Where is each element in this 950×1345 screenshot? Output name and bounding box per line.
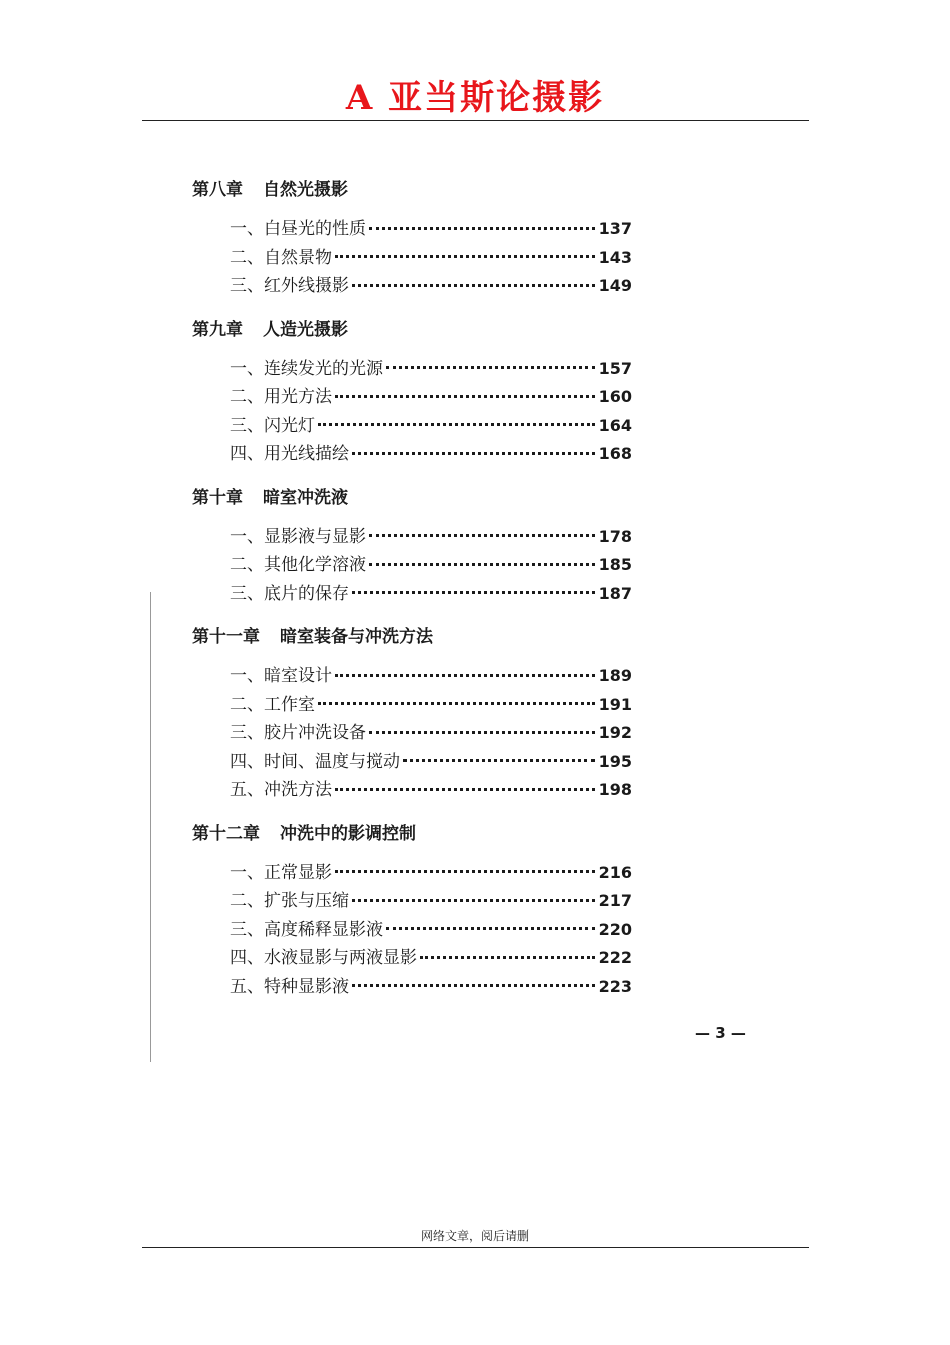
dot-leader (369, 227, 595, 230)
toc-entry[interactable] (192, 944, 632, 973)
entry-label: 一、正常显影 (230, 862, 332, 883)
chapter-10 (192, 483, 632, 609)
toc-entry[interactable] (192, 215, 632, 244)
entry-label: 一、显影液与显影 (230, 526, 366, 547)
chapter-number: 第八章 (192, 180, 243, 200)
entry-label: 五、特种显影液 (230, 976, 349, 997)
dot-leader (403, 759, 595, 762)
dot-leader (352, 284, 595, 287)
entry-page: 185 (598, 555, 632, 574)
entry-page: 189 (598, 666, 632, 685)
toc-entry[interactable] (192, 973, 632, 1002)
dot-leader (352, 591, 595, 594)
toc-entry[interactable] (192, 244, 632, 273)
dot-leader (352, 899, 595, 902)
entry-page: 137 (598, 219, 632, 238)
chapter-name: 人造光摄影 (263, 319, 348, 340)
toc-entry[interactable] (192, 691, 632, 720)
dot-leader (386, 927, 595, 930)
toc-entry[interactable] (192, 719, 632, 748)
entry-label: 三、闪光灯 (230, 415, 315, 436)
chapter-name: 暗室冲洗液 (263, 487, 348, 508)
page-number: — 3 — (695, 1024, 746, 1042)
dot-leader (420, 956, 595, 959)
entry-label: 四、用光线描绘 (230, 444, 349, 464)
entry-page: 191 (598, 694, 632, 714)
entry-label: 一、连续发光的光源 (230, 358, 383, 379)
toc-entry[interactable] (192, 776, 632, 805)
toc-entry[interactable] (192, 580, 632, 609)
entry-label: 二、工作室 (230, 694, 315, 715)
chapter-number: 第九章 (192, 319, 243, 340)
toc-entry[interactable] (192, 916, 632, 945)
chapter-9 (192, 315, 632, 469)
footer-note: 网络文章，阅后请删 (420, 1229, 529, 1243)
chapter-number: 第十章 (192, 487, 243, 508)
toc-entry[interactable] (192, 383, 632, 412)
chapter-name: 暗室装备与冲洗方法 (280, 627, 433, 647)
chapter-number: 第十二章 (192, 823, 260, 844)
entry-label: 二、扩张与压缩 (230, 891, 349, 911)
scan-margin-line (150, 592, 151, 1062)
entry-page: 187 (598, 583, 632, 603)
entry-page: 220 (598, 919, 632, 939)
entry-page: 149 (598, 276, 632, 295)
dot-leader (335, 395, 595, 398)
table-of-contents (192, 175, 632, 1015)
entry-page: 157 (598, 358, 632, 378)
entry-page: 143 (598, 247, 632, 267)
dot-leader (369, 731, 595, 734)
toc-entry[interactable] (192, 748, 632, 777)
footer-divider (142, 1247, 809, 1248)
dot-leader (352, 452, 595, 455)
dot-leader (369, 534, 595, 537)
chapter-heading (192, 175, 632, 205)
entry-page: 223 (598, 976, 632, 996)
entry-page: 164 (598, 415, 632, 435)
entry-label: 一、白昼光的性质 (230, 219, 366, 239)
dot-leader (335, 255, 595, 258)
entry-page: 216 (598, 862, 632, 882)
toc-entry[interactable] (192, 272, 632, 301)
toc-entry[interactable] (192, 440, 632, 469)
chapter-heading (192, 622, 632, 652)
chapter-name: 冲洗中的影调控制 (280, 823, 416, 844)
entry-page: 222 (598, 948, 632, 967)
entry-label: 五、冲洗方法 (230, 780, 332, 800)
entry-label: 三、红外线摄影 (230, 276, 349, 296)
entry-label: 三、底片的保存 (230, 583, 349, 604)
dot-leader (335, 674, 595, 677)
entry-label: 三、高度稀释显影液 (230, 919, 383, 940)
chapter-number: 第十一章 (192, 627, 260, 647)
dot-leader (335, 870, 595, 873)
document-title: A 亚当斯论摄影 (345, 78, 605, 118)
entry-page: 160 (598, 387, 632, 406)
entry-page: 178 (598, 526, 632, 546)
toc-entry[interactable] (192, 859, 632, 888)
chapter-8 (192, 175, 632, 301)
chapter-name: 自然光摄影 (263, 180, 348, 200)
toc-entry[interactable] (192, 523, 632, 552)
header-divider (142, 120, 809, 121)
chapter-heading (192, 315, 632, 345)
entry-page: 195 (598, 751, 632, 771)
entry-label: 三、胶片冲洗设备 (230, 723, 366, 743)
toc-entry[interactable] (192, 355, 632, 384)
entry-page: 192 (598, 723, 632, 742)
dot-leader (386, 366, 595, 369)
entry-label: 一、暗室设计 (230, 666, 332, 686)
dot-leader (369, 563, 595, 566)
dot-leader (318, 702, 595, 705)
dot-leader (352, 984, 595, 987)
toc-entry[interactable] (192, 662, 632, 691)
chapter-heading (192, 483, 632, 513)
entry-page: 198 (598, 780, 632, 799)
entry-label: 二、自然景物 (230, 247, 332, 268)
page-header (0, 70, 950, 119)
dot-leader (335, 788, 595, 791)
toc-entry[interactable] (192, 887, 632, 916)
chapter-11 (192, 622, 632, 805)
entry-page: 217 (598, 891, 632, 910)
entry-label: 四、时间、温度与搅动 (230, 751, 400, 772)
toc-entry[interactable] (192, 412, 632, 441)
entry-label: 二、其他化学溶液 (230, 555, 366, 575)
toc-entry[interactable] (192, 551, 632, 580)
dot-leader (318, 423, 595, 426)
chapter-12 (192, 819, 632, 1002)
chapter-heading (192, 819, 632, 849)
entry-label: 四、水液显影与两液显影 (230, 948, 417, 968)
entry-page: 168 (598, 444, 632, 463)
entry-label: 二、用光方法 (230, 387, 332, 407)
